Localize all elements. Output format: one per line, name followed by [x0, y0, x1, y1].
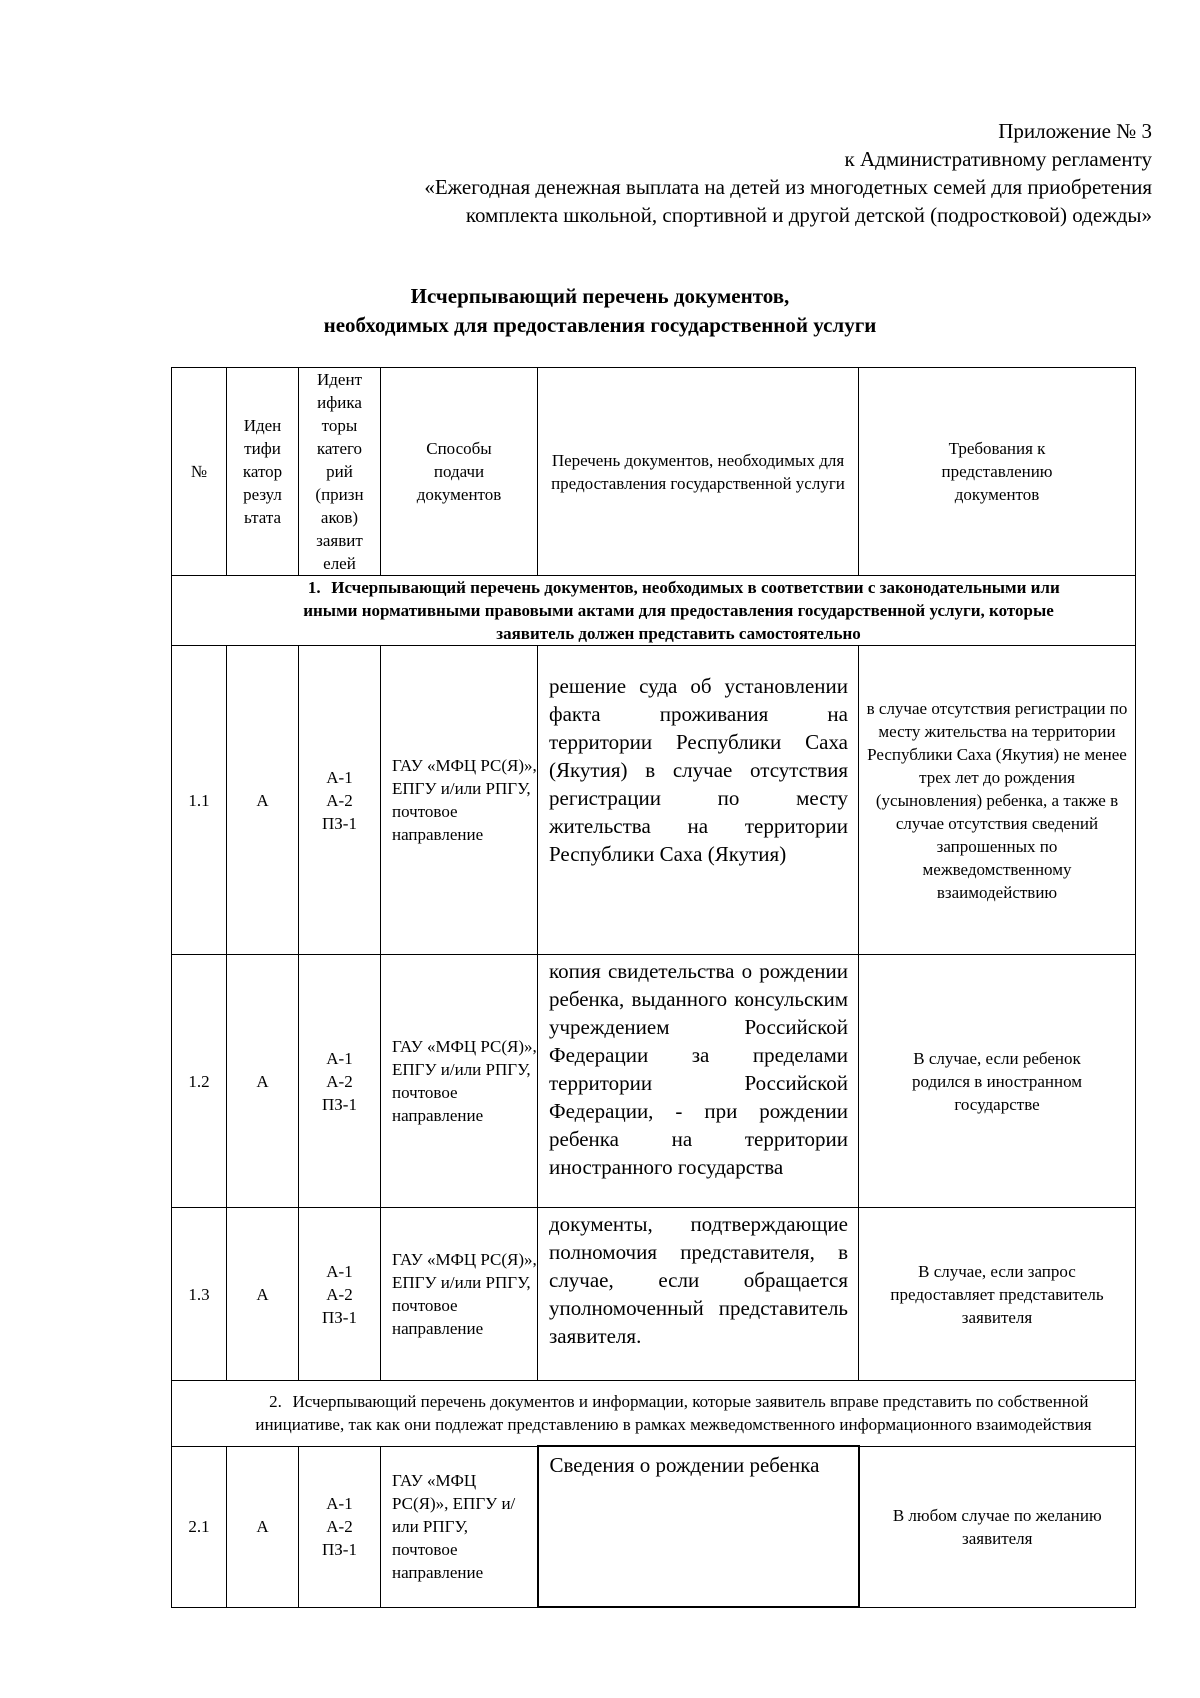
row-categories: А-1 А-2 ПЗ-1: [299, 955, 381, 1208]
row-document: копия свидетельства о рождении ребенка, выданного консульским учреждением Российской Федерации за пределами территории Российской Федерации, - при рождении ребенка на территории иностранного государства: [538, 955, 859, 1208]
row-number: 1.2: [172, 955, 227, 1208]
regulation-name-line2: комплекта школьной, спортивной и другой детской (подростковой) одежды»: [465, 203, 1152, 227]
row-methods: ГАУ «МФЦ РС(Я)», ЕПГУ и/или РПГУ, почтовое направление: [381, 1446, 538, 1607]
row-document: документы, подтверждающие полномочия представителя, в случае, если обращается уполномоченный представитель заявителя.: [538, 1208, 859, 1381]
row-result: А: [227, 1208, 299, 1381]
header-methods: Способы подачи документов: [381, 368, 538, 576]
section-row: [172, 576, 1136, 646]
row-result: А: [227, 646, 299, 955]
row-methods: ГАУ «МФЦ РС(Я)», ЕПГУ и/или РПГУ, почтовое направление: [381, 955, 538, 1208]
section-number: 1.: [307, 578, 321, 597]
row-requirement: в случае отсутствия регистрации по месту жительства на территории Республики Саха (Якутия) не менее трех лет до рождения (усыновления) ребенка, а также в случае отсутствия сведений запрошенных по межведомственному взаимодействию: [859, 646, 1136, 955]
row-categories: А-1 А-2 ПЗ-1: [299, 646, 381, 955]
row-methods: ГАУ «МФЦ РС(Я)», ЕПГУ и/или РПГУ, почтовое направление: [381, 646, 538, 955]
section-title: Исчерпывающий перечень документов, необходимых в соответствии с законодательными или иными нормативными правовыми актами для предоставления государственной услуги, которые заявитель должен представить самостоятельно: [303, 578, 1060, 643]
row-categories: А-1 А-2 ПЗ-1: [299, 1446, 381, 1607]
row-requirement: В случае, если ребенок родился в иностранном государстве: [859, 955, 1136, 1208]
appendix-header: [424, 117, 1152, 229]
title-line1: Исчерпывающий перечень документов,: [410, 284, 790, 308]
header-category-id: Идент ифика торы катего рий (призн аков) заявит елей: [299, 368, 381, 576]
appendix-reference: к Административному регламенту: [844, 147, 1152, 171]
regulation-name-line1: «Ежегодная денежная выплата на детей из многодетных семей для приобретения: [424, 175, 1152, 199]
header-number: №: [172, 368, 227, 576]
row-document: Сведения о рождении ребенка: [538, 1446, 859, 1607]
table-row: [172, 1446, 1136, 1607]
table-row: [172, 955, 1136, 1208]
row-methods: ГАУ «МФЦ РС(Я)», ЕПГУ и/или РПГУ, почтовое направление: [381, 1208, 538, 1381]
section-title: Исчерпывающий перечень документов и информации, которые заявитель вправе представить по собственной инициативе, так как они подлежат представлению в рамках межведомственного информационного взаимодействия: [255, 1392, 1092, 1434]
table-header-row: [172, 368, 1136, 576]
row-result: А: [227, 955, 299, 1208]
header-requirements: Требования к представлению документов: [859, 368, 1136, 576]
row-requirement: В любом случае по желанию заявителя: [859, 1446, 1136, 1607]
row-requirement: В случае, если запрос предоставляет представитель заявителя: [859, 1208, 1136, 1381]
table-row: [172, 1208, 1136, 1381]
header-result-id: Иден тифи катор резул ьтата: [227, 368, 299, 576]
row-document: решение суда об установлении факта проживания на территории Республики Саха (Якутия) в случае отсутствия регистрации по месту жительства на территории Республики Саха (Якутия): [538, 646, 859, 955]
table-row: [172, 646, 1136, 955]
section-number: 2.: [269, 1392, 282, 1411]
row-number: 1.3: [172, 1208, 227, 1381]
row-result: А: [227, 1446, 299, 1607]
row-number: 2.1: [172, 1446, 227, 1607]
title-line2: необходимых для предоставления государственной услуги: [323, 313, 877, 337]
page-title: [0, 282, 1200, 340]
appendix-number: Приложение № 3: [998, 119, 1152, 143]
row-number: 1.1: [172, 646, 227, 955]
documents-table: [171, 367, 1136, 1608]
header-documents: Перечень документов, необходимых для предоставления государственной услуги: [538, 368, 859, 576]
section-row: [172, 1381, 1136, 1447]
row-categories: А-1 А-2 ПЗ-1: [299, 1208, 381, 1381]
